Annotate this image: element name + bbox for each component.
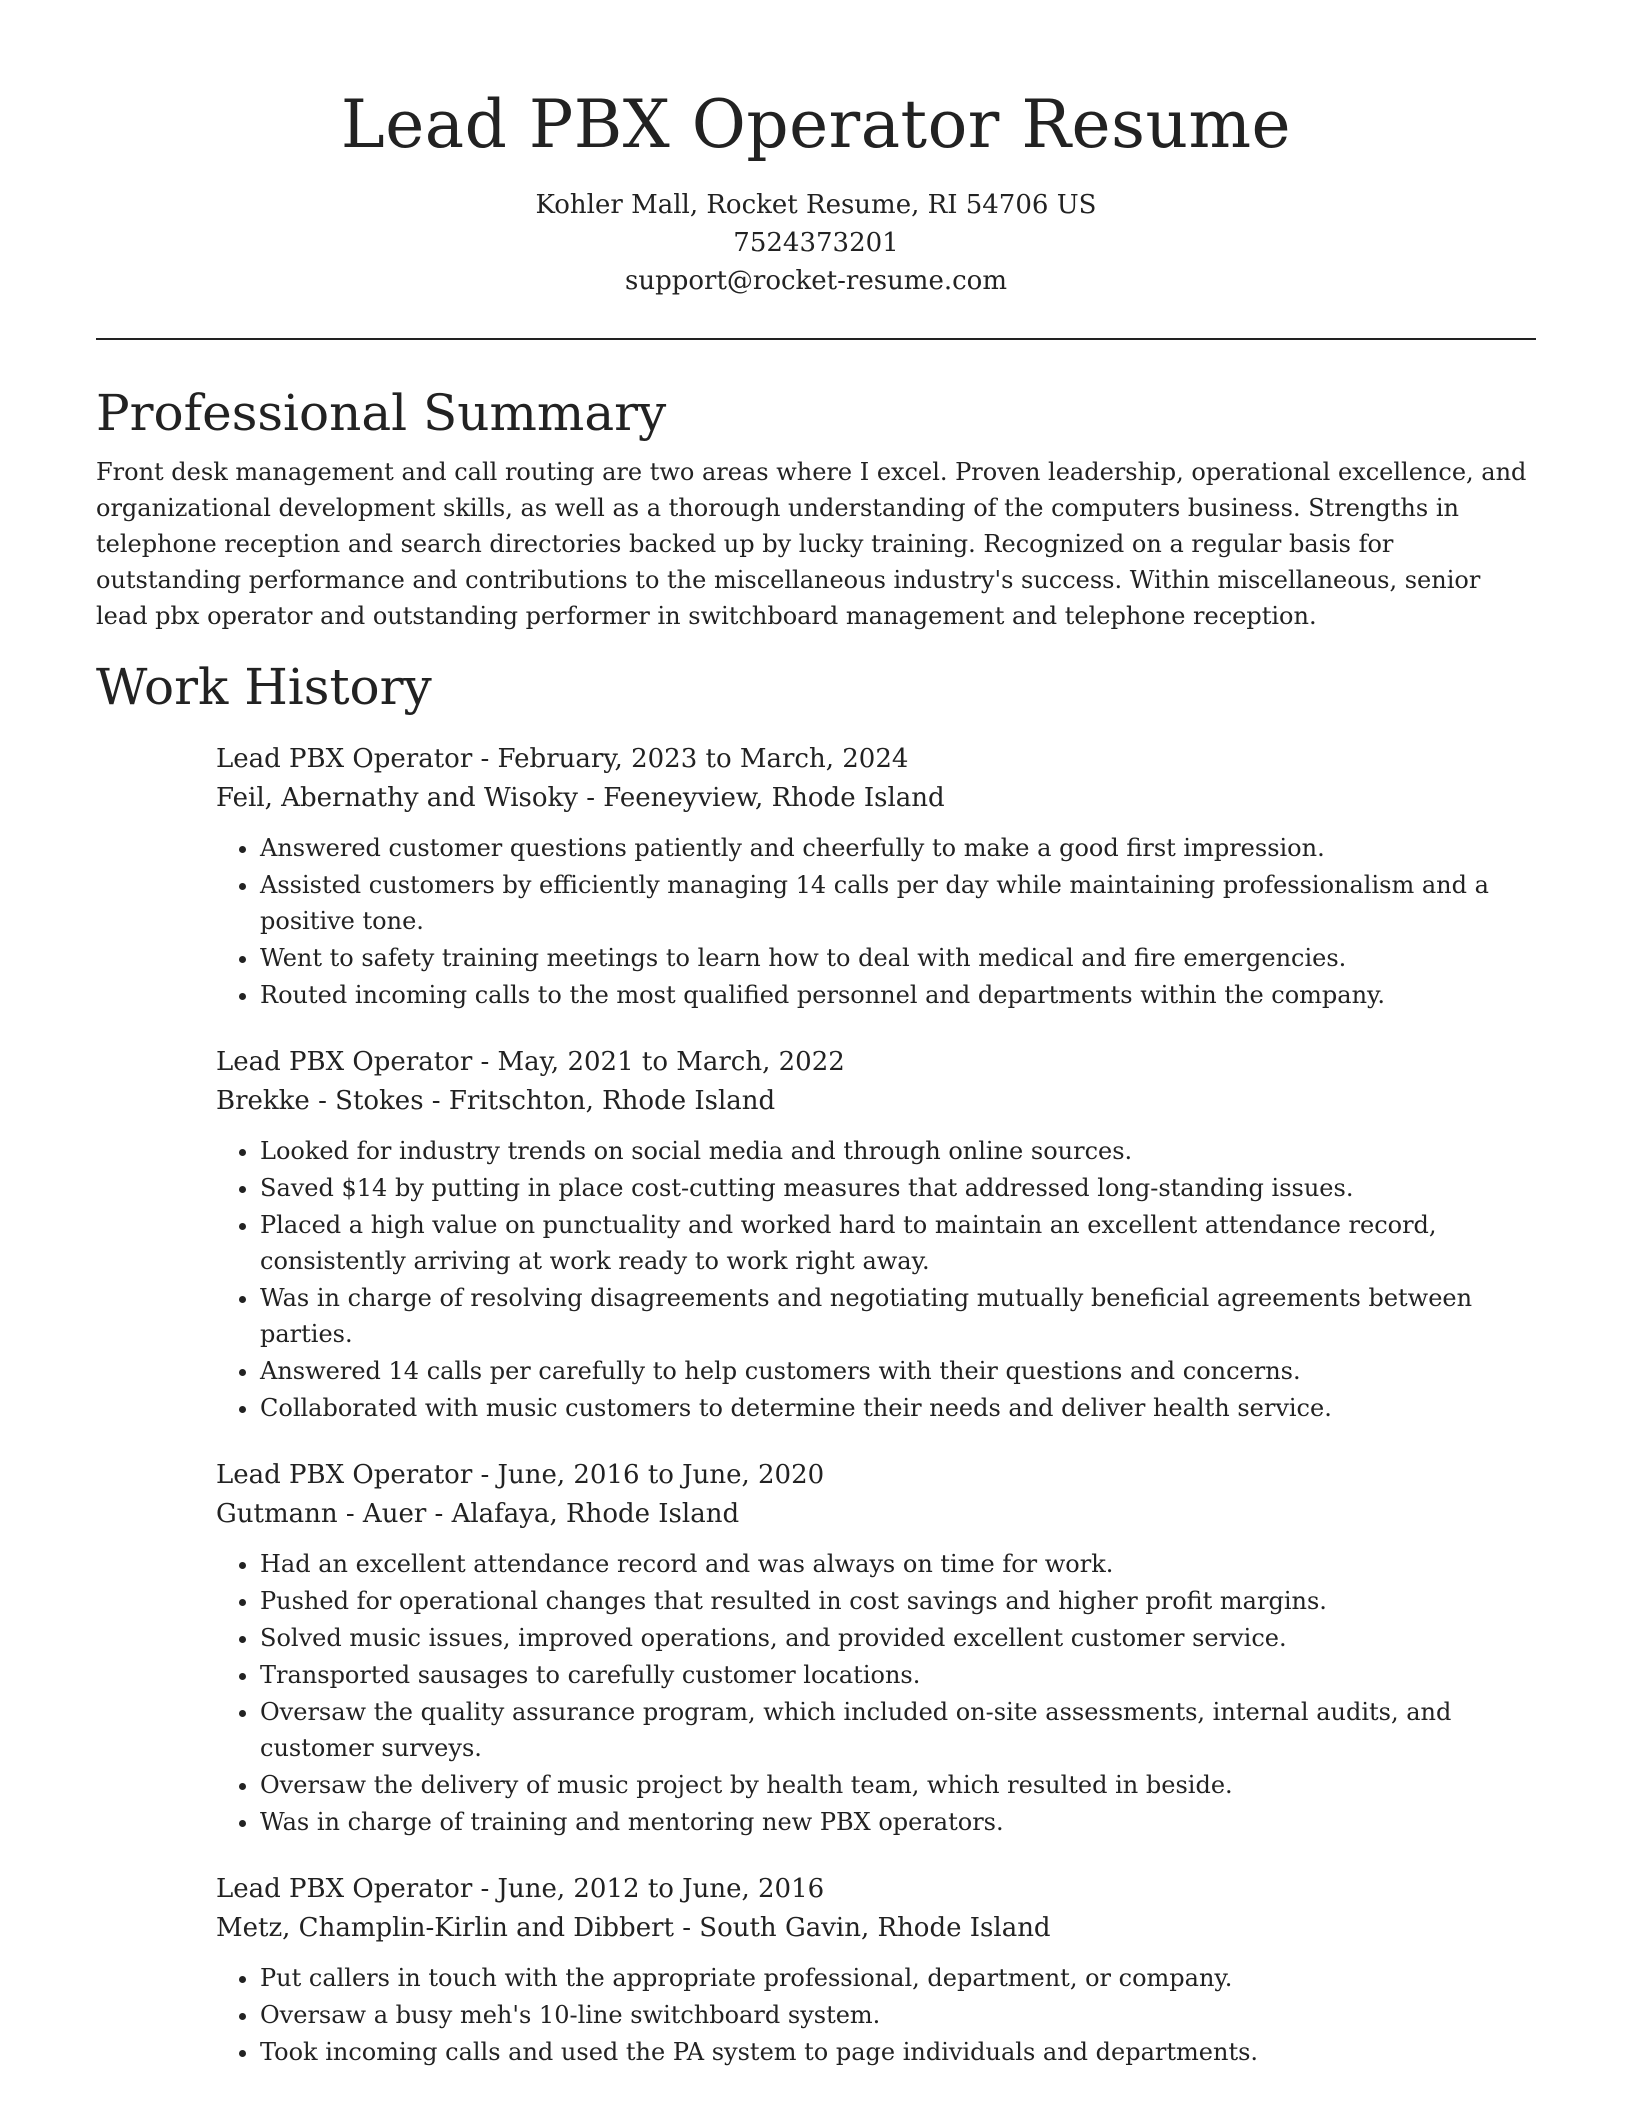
job-title-line: Lead PBX Operator - February, 2023 to March, 2024: [216, 744, 909, 774]
job-company-line: Brekke - Stokes - Fritschton, Rhode Island: [216, 1086, 776, 1116]
work-history-heading: Work History: [96, 658, 432, 716]
summary-text: Front desk management and call routing are two areas where I excel. Proven leadership, operational excellence, and organizational development skills, as well as a thorough understanding of the computers business. Strengths in telephone reception and search directories backed up by lucky training. Recognized on a regular basis for outstanding performance and contributions to the miscellaneous industry's success. Within miscellaneous, senior lead pbx operator and outstanding performer in switchboard management and telephone reception.: [96, 458, 1527, 630]
job-bullet: • Solved music issues, improved operations, and provided excellent customer service.: [260, 1620, 1536, 1656]
contact-phone: 7524373201: [733, 228, 899, 258]
job-bullet: • Answered customer questions patiently and cheerfully to make a good first impression.: [260, 830, 1536, 866]
job-bullet-list: [216, 1960, 1536, 2070]
job-bullet: • Looked for industry trends on social media and through online sources.: [260, 1133, 1536, 1169]
contact-block: [96, 186, 1536, 300]
page-title: Lead PBX Operator Resume: [340, 86, 1292, 163]
job-bullet: • Placed a high value on punctuality and worked hard to maintain an excellent attendance record, consistently arriving at work ready to work right away.: [260, 1207, 1536, 1279]
job-title-line: Lead PBX Operator - June, 2016 to June, 2020: [216, 1460, 825, 1490]
job-bullet: • Assisted customers by efficiently managing 14 calls per day while maintaining professionalism and a positive tone.: [260, 867, 1536, 939]
job-bullet: • Pushed for operational changes that resulted in cost savings and higher profit margins.: [260, 1583, 1536, 1619]
job-bullet: • Went to safety training meetings to learn how to deal with medical and fire emergencies.: [260, 940, 1536, 976]
work-history-section: [96, 656, 1536, 2070]
job-bullet: • Answered 14 calls per carefully to help customers with their questions and concerns.: [260, 1353, 1536, 1389]
job-bullet: • Routed incoming calls to the most qualified personnel and departments within the company.: [260, 977, 1536, 1013]
job-bullet: • Was in charge of resolving disagreements and negotiating mutually beneficial agreements between parties.: [260, 1280, 1536, 1352]
job-bullet-list: [216, 830, 1536, 1013]
contact-address: Kohler Mall, Rocket Resume, RI 54706 US: [535, 190, 1097, 220]
job-bullet: • Saved $14 by putting in place cost-cutting measures that addressed long-standing issues.: [260, 1170, 1536, 1206]
job-company-line: Metz, Champlin-Kirlin and Dibbert - South Gavin, Rhode Island: [216, 1913, 1051, 1943]
job-bullet: • Transported sausages to carefully customer locations.: [260, 1657, 1536, 1693]
job-bullet: • Collaborated with music customers to determine their needs and deliver health service.: [260, 1390, 1536, 1426]
job-bullet: • Oversaw the delivery of music project by health team, which resulted in beside.: [260, 1767, 1536, 1803]
job-title-line: Lead PBX Operator - June, 2012 to June, 2016: [216, 1874, 825, 1904]
summary-section: [96, 382, 1536, 634]
job-bullet-list: [216, 1133, 1536, 1426]
job-bullet: • Oversaw the quality assurance program, which included on-site assessments, internal audits, and customer surveys.: [260, 1694, 1536, 1766]
job-bullet: • Took incoming calls and used the PA system to page individuals and departments.: [260, 2034, 1536, 2070]
job-entry: [216, 1870, 1536, 2070]
job-company-line: Gutmann - Auer - Alafaya, Rhode Island: [216, 1499, 740, 1529]
contact-email: support@rocket-resume.com: [624, 266, 1007, 296]
summary-heading: Professional Summary: [96, 384, 667, 442]
job-entry: [216, 1456, 1536, 1840]
job-company-line: Feil, Abernathy and Wisoky - Feeneyview, Rhode Island: [216, 783, 945, 813]
header-divider: [96, 338, 1536, 340]
job-bullet: • Had an excellent attendance record and was always on time for work.: [260, 1546, 1536, 1582]
job-bullet-list: [216, 1546, 1536, 1840]
job-title-line: Lead PBX Operator - May, 2021 to March, 2022: [216, 1047, 845, 1077]
resume-header: [96, 0, 1536, 300]
job-bullet: • Put callers in touch with the appropriate professional, department, or company.: [260, 1960, 1536, 1996]
job-entry: [216, 740, 1536, 1013]
job-bullet: • Oversaw a busy meh's 10-line switchboard system.: [260, 1997, 1536, 2033]
job-entry: [216, 1043, 1536, 1426]
job-bullet: • Was in charge of training and mentoring new PBX operators.: [260, 1804, 1536, 1840]
